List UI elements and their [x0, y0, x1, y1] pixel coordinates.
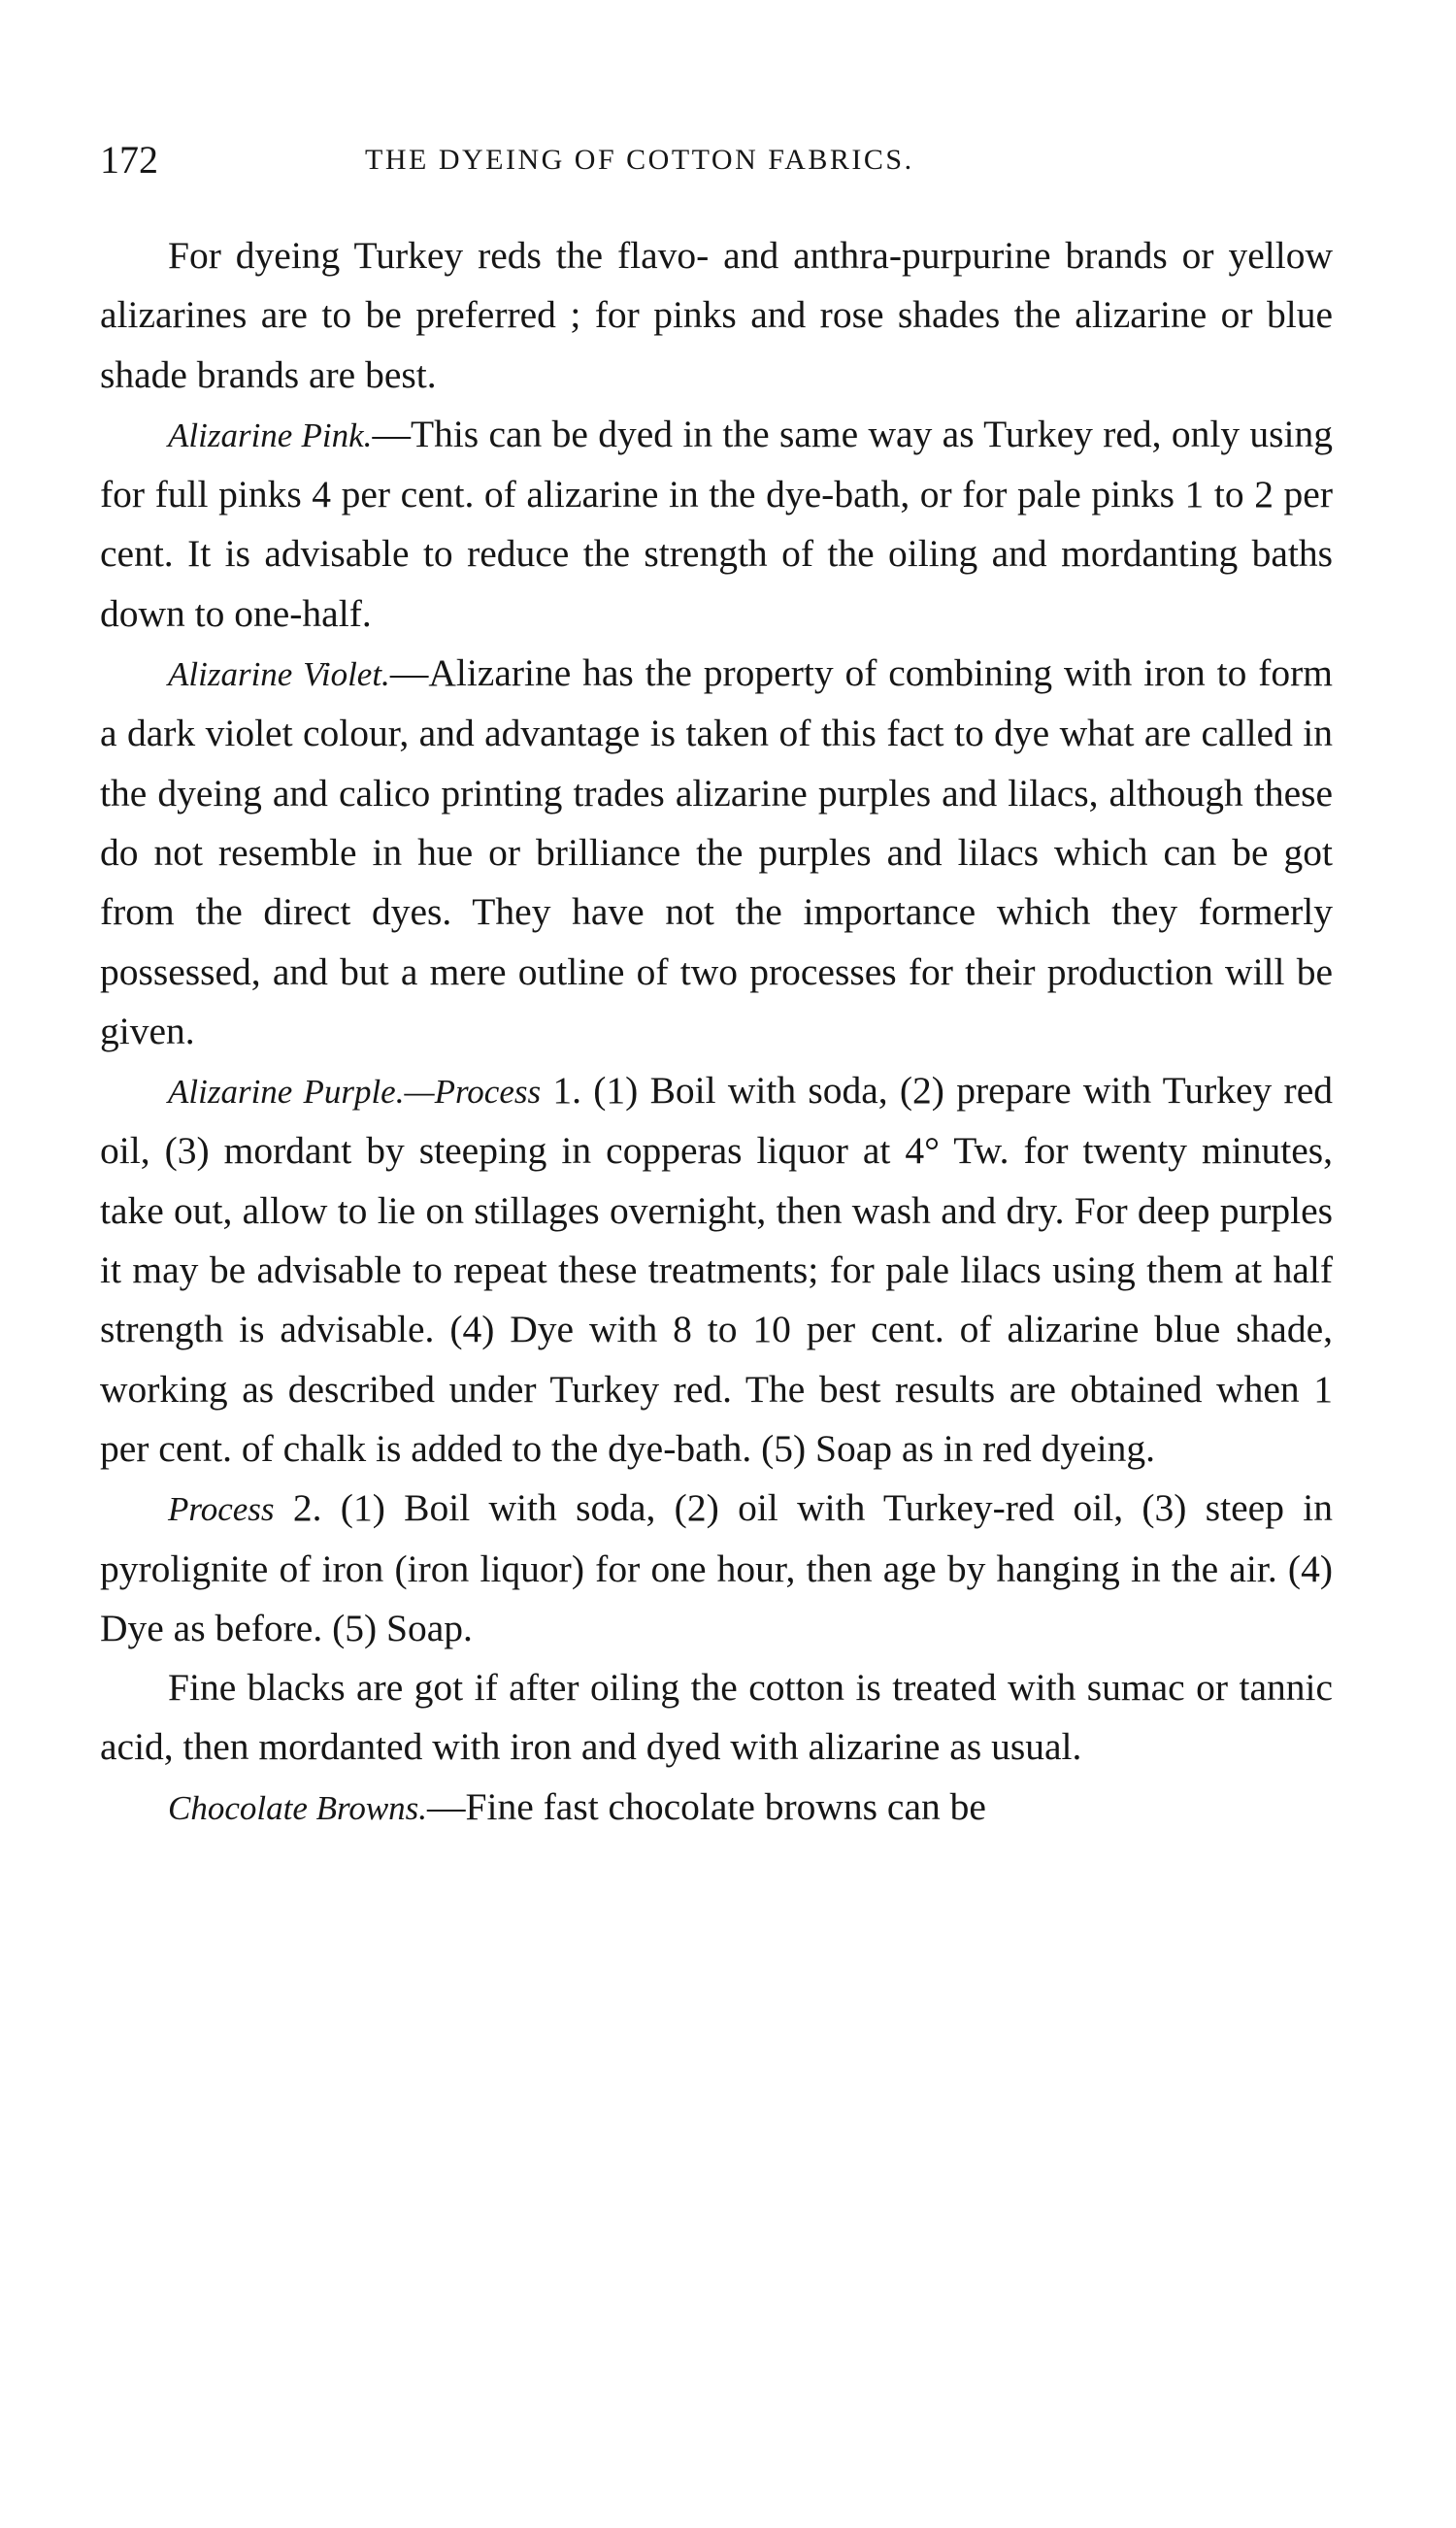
paragraph-text: Fine blacks are got if after oiling the cotton is treated with sumac or tannic acid, then mordanted with iron and dyed with alizarine as usual. [100, 1666, 1333, 1769]
paragraph-lead: Alizarine Pink. [168, 416, 373, 454]
paragraph-text: —Fine fast chocolate browns can be [427, 1784, 986, 1828]
paragraph-lead: Alizarine Violet. [168, 655, 390, 694]
paragraph-alizarine-violet [100, 644, 1333, 1061]
paragraph-lead: Process [168, 1490, 275, 1529]
paragraph-lead: Alizarine Purple.—Process [168, 1073, 542, 1112]
page-header [100, 136, 1333, 184]
paragraph-process-2 [100, 1479, 1333, 1658]
page-number: 172 [100, 138, 158, 182]
body-text [100, 226, 1333, 1838]
paragraph-alizarine-purple [100, 1061, 1333, 1479]
paragraph-turkey-reds [100, 226, 1333, 405]
paragraph-text: 2. (1) Boil with soda, (2) oil with Turkey-red oil, (3) steep in pyrolignite of iron (iron liquor) for one hour, then age by hanging in the air. (4) Dye as before. (5) Soap. [100, 1486, 1333, 1649]
running-title: THE DYEING OF COTTON FABRICS. [365, 144, 914, 176]
paragraph-alizarine-pink [100, 405, 1333, 644]
paragraph-fine-blacks [100, 1658, 1333, 1778]
paragraph-text: 1. (1) Boil with soda, (2) prepare with Turkey red oil, (3) mordant by steeping in copperas liquor at 4° Tw. for twenty minutes, take out, allow to lie on stillages overnight, then wash and dry. For deep purples it may be advisable to repeat these treatments; for pale lilacs using them at half strength is advisable. (4) Dye with 8 to 10 per cent. of alizarine blue shade, working as described under Turkey red. The best results are obtained when 1 per cent. of chalk is added to the dye-bath. (5) Soap as in red dyeing. [100, 1069, 1333, 1470]
paragraph-text: —Alizarine has the property of combining with iron to form a dark violet colour, and advantage is taken of this fact to dye what are called in the dyeing and calico printing trades alizarine purples and lilacs, although these do not resemble in hue or brilliance the purples and lilacs which can be got from the direct dyes. They have not the importance which they formerly possessed, and but a mere outline of two processes for their production will be given. [100, 651, 1333, 1052]
paragraph-chocolate-browns [100, 1778, 1333, 1838]
paragraph-text: —This can be dyed in the same way as Turkey red, only using for full pinks 4 per cent. of alizarine in the dye-bath, or for pale pinks 1 to 2 per cent. It is advisable to reduce the strength of the oiling and mordanting baths down to one-half. [100, 412, 1333, 635]
paragraph-text: For dyeing Turkey reds the flavo- and anthra-purpurine brands or yellow alizarines are to be preferred ; for pinks and rose shades the alizarine or blue shade brands are best. [100, 234, 1333, 396]
paragraph-lead: Chocolate Browns. [168, 1788, 428, 1827]
